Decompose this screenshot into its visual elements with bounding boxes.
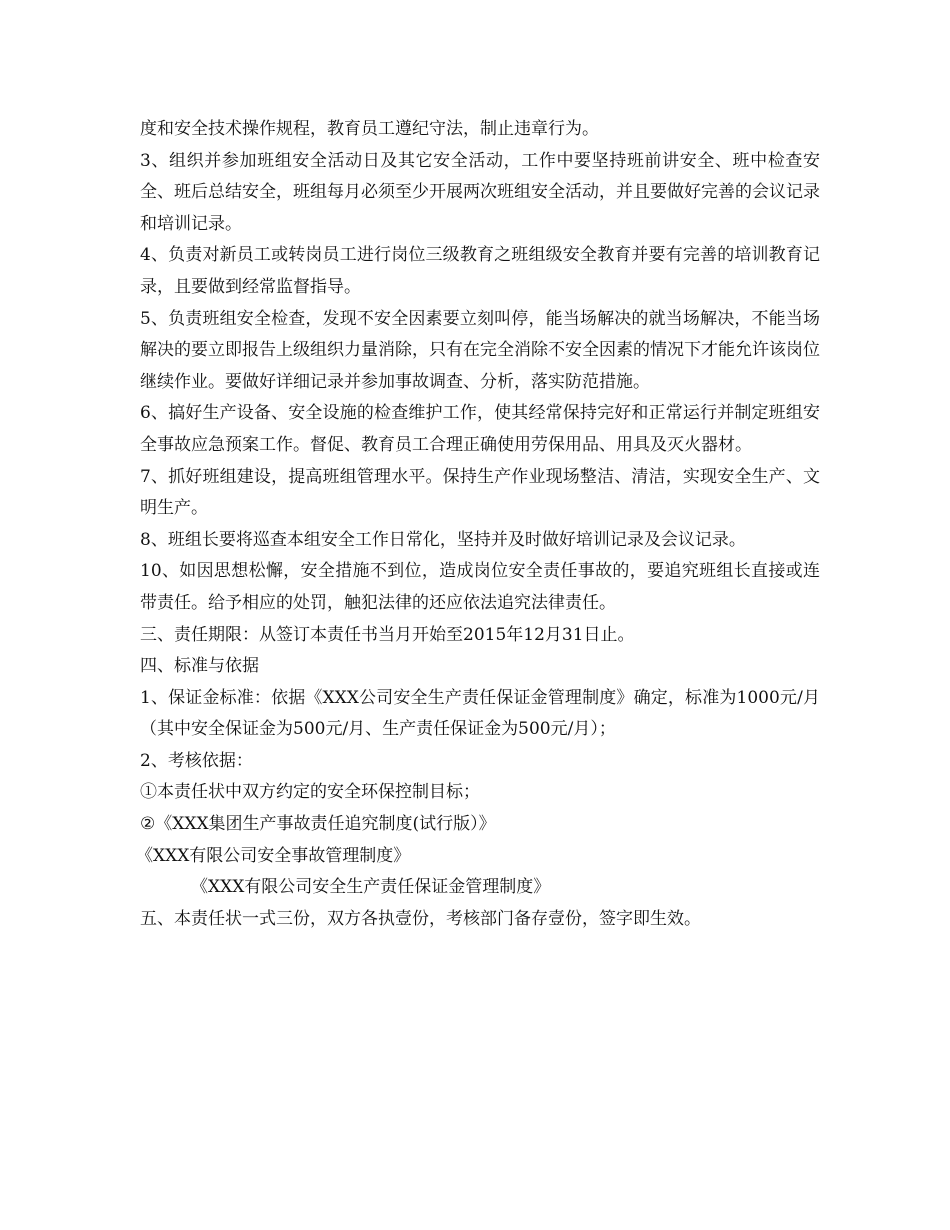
assessment-basis-2: ②《XXX集团生产事故责任追究制度(试行版）》: [140, 814, 496, 835]
assessment-basis-4: 《XXX有限公司安全生产责任保证金管理制度》: [191, 877, 551, 898]
paragraph-item-3: 3、组织并参加班组安全活动日及其它安全活动，工作中要坚持班前讲安全、班中检查安全、班后总结安全，班组每月必须至少开展两次班组安全活动，并且要做好完善的会议记录和培训记录。: [140, 150, 820, 234]
deposit-standard: 1、保证金标准：依据《XXX公司安全生产责任保证金管理制度》确定，标准为1000元/月（其中安全保证金为500元/月、生产责任保证金为500元/月）；: [140, 687, 820, 740]
section-copies-effective: 五、本责任状一式三份，双方各执壹份，考核部门备存壹份，签字即生效。: [140, 908, 701, 929]
paragraph-item-5: 5、负责班组安全检查，发现不安全因素要立刻叫停，能当场解决的就当场解决，不能当场解决的要立即报告上级组织力量消除，只有在完全消除不安全因素的情况下才能允许该岗位继续作业。要做好详细记录并参加事故调查、分析，落实防范措施。: [140, 308, 820, 392]
document-body: [136, 114, 820, 935]
paragraph-item-4: 4、负责对新员工或转岗员工进行岗位三级教育之班组级安全教育并要有完善的培训教育记录，且要做到经常监督指导。: [140, 245, 820, 297]
paragraph-continuation: 度和安全技术操作规程，教育员工遵纪守法，制止违章行为。: [140, 119, 599, 139]
section-standards-heading: 四、标准与依据: [140, 656, 259, 677]
paragraph-item-6: 6、搞好生产设备、安全设施的检查维护工作，使其经常保持完好和正常运行并制定班组安全事故应急预案工作。督促、教育员工合理正确使用劳保用品、用具及灭火器材。: [140, 403, 820, 455]
paragraph-item-10: 10、如因思想松懈，安全措施不到位，造成岗位安全责任事故的，要追究班组长直接或连带责任。给予相应的处罚，触犯法律的还应依法追究法律责任。: [140, 561, 820, 613]
assessment-basis-heading: 2、考核依据：: [140, 750, 253, 771]
assessment-basis-1: ①本责任状中双方约定的安全环保控制目标；: [140, 782, 480, 803]
paragraph-item-7: 7、抓好班组建设，提高班组管理水平。保持生产作业现场整洁、清洁，实现安全生产、文明生产。: [140, 466, 820, 519]
assessment-basis-3: 《XXX有限公司安全事故管理制度》: [136, 845, 411, 866]
section-responsibility-period: 三、责任期限：从签订本责任书当月开始至2015年12月31日止。: [140, 624, 635, 645]
paragraph-item-8: 8、班组长要将巡查本组安全工作日常化，坚持并及时做好培训记录及会议记录。: [140, 529, 746, 550]
